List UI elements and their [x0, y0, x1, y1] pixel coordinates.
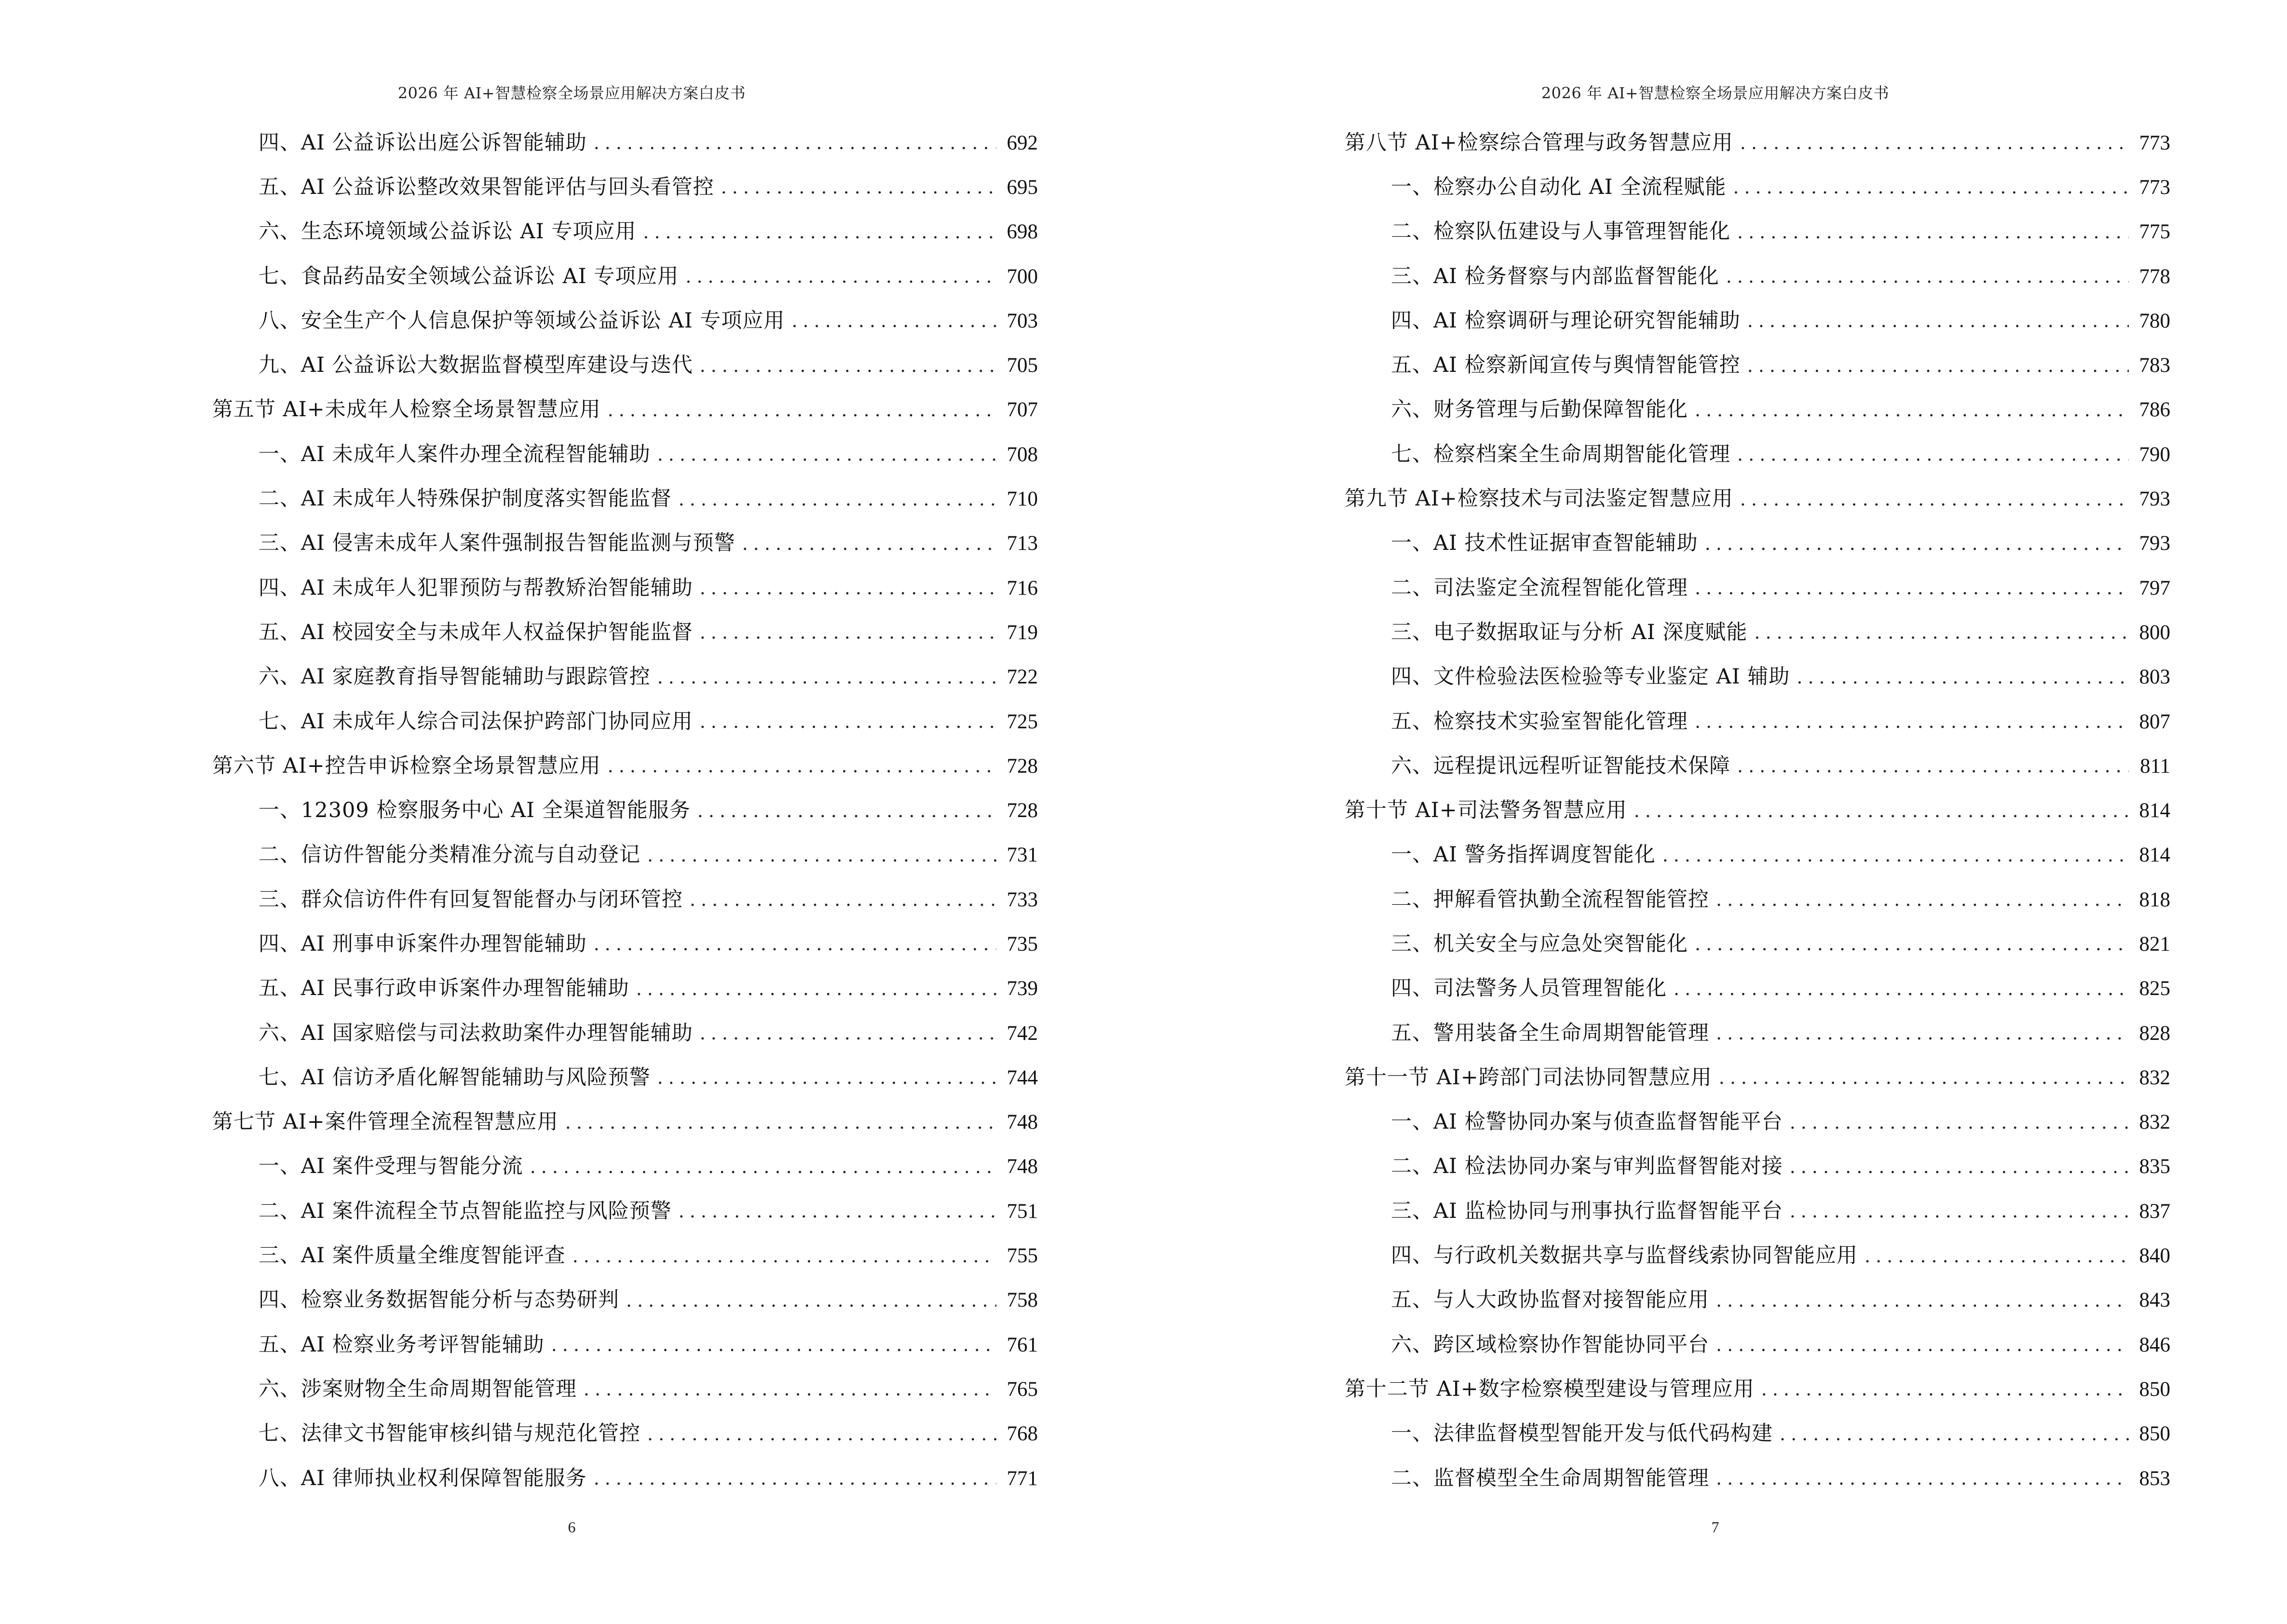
toc-subsection-entry[interactable] [1345, 254, 2170, 299]
toc-entry-page-number: 837 [2139, 1200, 2170, 1223]
toc-subsection-entry[interactable] [212, 299, 1038, 343]
toc-entry-title: 四、AI 检察调研与理论研究智能辅助 [1391, 308, 1741, 333]
toc-entry-title: 二、司法鉴定全流程智能化管理 [1391, 575, 1688, 600]
toc-entry-title: 一、AI 案件受理与智能分流 [259, 1154, 523, 1179]
toc-entry-title: 九、AI 公益诉讼大数据监督模型库建设与迭代 [259, 353, 693, 378]
dot-leader [657, 1068, 996, 1087]
dot-leader [608, 401, 996, 419]
toc-entry-page-number: 773 [2139, 176, 2170, 199]
toc-entry-page-number: 786 [2139, 398, 2170, 422]
dot-leader [1790, 1202, 2129, 1220]
dot-leader [657, 668, 996, 686]
toc-entry-page-number: 790 [2139, 443, 2170, 466]
toc-entry-page-number: 755 [1007, 1244, 1038, 1268]
toc-entry-title: 二、AI 案件流程全节点智能监控与风险预警 [259, 1199, 672, 1223]
dot-leader [742, 534, 996, 553]
toc-entry-title: 七、检察档案全生命周期智能化管理 [1391, 442, 1730, 466]
toc-entry-page-number: 744 [1007, 1066, 1038, 1089]
toc-subsection-entry[interactable] [1345, 655, 2170, 699]
toc-entry-page-number: 832 [2139, 1111, 2170, 1134]
running-header: 2026 年 AI+智慧检察全场景应用解决方案白皮书 [1541, 84, 1890, 102]
toc-entry-page-number: 692 [1007, 131, 1038, 154]
page-number: 7 [1711, 1518, 1719, 1536]
toc-entry-page-number: 771 [1007, 1467, 1038, 1490]
toc-entry-title: 七、法律文书智能审核纠错与规范化管控 [259, 1421, 640, 1446]
toc-entry-page-number: 748 [1007, 1111, 1038, 1134]
toc-entry-title: 五、AI 校园安全与未成年人权益保护智能监督 [259, 620, 693, 644]
toc-section-entry[interactable] [1345, 1367, 2170, 1411]
toc-subsection-entry[interactable] [1345, 1145, 2170, 1189]
toc-entry-page-number: 814 [2139, 799, 2170, 822]
toc-entry-title: 一、AI 技术性证据审查智能辅助 [1391, 531, 1698, 556]
toc-entry-title: 一、AI 未成年人案件办理全流程智能辅助 [259, 442, 651, 466]
toc-entry-page-number: 807 [2139, 710, 2170, 733]
toc-entry-title: 六、AI 家庭教育指导智能辅助与跟踪管控 [259, 665, 651, 689]
dot-leader [1695, 579, 2129, 597]
toc-entry-page-number: 814 [2139, 844, 2170, 867]
toc-entry-title: 二、监督模型全生命周期智能管理 [1391, 1466, 1709, 1490]
toc-entry-page-number: 748 [1007, 1155, 1038, 1178]
toc-subsection-entry[interactable] [212, 477, 1038, 521]
toc-entry-title: 五、警用装备全生命周期智能管理 [1391, 1021, 1709, 1045]
toc-entry-page-number: 800 [2139, 621, 2170, 644]
toc-subsection-entry[interactable] [212, 922, 1038, 966]
dot-leader [1716, 1469, 2129, 1488]
dot-leader [679, 1202, 996, 1220]
toc-entry-title: 六、财务管理与后勤保障智能化 [1391, 397, 1688, 422]
toc-subsection-entry[interactable] [1345, 343, 2170, 387]
toc-entry-title: 三、AI 案件质量全维度智能评查 [259, 1243, 566, 1268]
toc-entry-title: 第六节 AI+控告申诉检察全场景智慧应用 [212, 753, 601, 778]
dot-leader [1740, 134, 2129, 152]
toc-subsection-entry[interactable] [212, 655, 1038, 699]
toc-section-entry[interactable] [1345, 1055, 2170, 1100]
dot-leader [636, 980, 996, 998]
toc-entry-title: 三、群众信访件件有回复智能督办与闭环管控 [259, 887, 683, 912]
dot-leader [1761, 1380, 2129, 1398]
dot-leader [1737, 757, 2129, 775]
toc-list [212, 121, 1038, 1501]
toc-entry-page-number: 761 [1007, 1333, 1038, 1356]
toc-entry-page-number: 700 [1007, 265, 1038, 288]
dot-leader [1865, 1247, 2129, 1265]
toc-entry-title: 三、AI 侵害未成年人案件强制报告智能监测与预警 [259, 531, 735, 556]
toc-entry-page-number: 695 [1007, 176, 1038, 199]
toc-entry-page-number: 780 [2139, 309, 2170, 332]
toc-subsection-entry[interactable] [1345, 1278, 2170, 1323]
dot-leader [700, 1024, 996, 1042]
dot-leader [1726, 267, 2129, 286]
toc-entry-page-number: 778 [2139, 265, 2170, 288]
toc-entry-page-number: 835 [2139, 1155, 2170, 1178]
dot-leader [1716, 1291, 2129, 1310]
toc-entry-page-number: 708 [1007, 443, 1038, 466]
toc-entry-title: 七、食品药品安全领域公益诉讼 AI 专项应用 [259, 264, 679, 288]
dot-leader [1695, 712, 2129, 731]
toc-entry-page-number: 797 [2139, 576, 2170, 600]
toc-section-entry[interactable] [212, 1100, 1038, 1145]
toc-subsection-entry[interactable] [1345, 521, 2170, 566]
toc-entry-page-number: 735 [1007, 932, 1038, 955]
toc-entry-page-number: 773 [2139, 131, 2170, 154]
toc-subsection-entry[interactable] [1345, 1100, 2170, 1145]
dot-leader [685, 267, 996, 286]
dot-leader [1716, 890, 2129, 909]
toc-entry-title: 五、检察技术实验室智能化管理 [1391, 709, 1688, 734]
toc-subsection-entry[interactable] [212, 833, 1038, 877]
dot-leader [1719, 1068, 2129, 1087]
toc-subsection-entry[interactable] [212, 1412, 1038, 1456]
dot-leader [1790, 1158, 2129, 1176]
dot-leader [1662, 846, 2129, 864]
toc-subsection-entry[interactable] [1345, 967, 2170, 1011]
toc-subsection-entry[interactable] [212, 566, 1038, 610]
dot-leader [1790, 1113, 2129, 1132]
toc-entry-title: 三、AI 监检协同与刑事执行监督智能平台 [1391, 1199, 1783, 1223]
toc-entry-title: 二、检察队伍建设与人事管理智能化 [1391, 219, 1730, 244]
dot-leader [1747, 356, 2129, 375]
dot-leader [657, 445, 996, 464]
toc-subsection-entry[interactable] [212, 1145, 1038, 1189]
toc-entry-title: 五、AI 公益诉讼整改效果智能评估与回头看管控 [259, 175, 714, 199]
toc-subsection-entry[interactable] [212, 610, 1038, 655]
toc-section-entry[interactable] [212, 388, 1038, 432]
dot-leader [1634, 802, 2129, 820]
toc-subsection-entry[interactable] [1345, 833, 2170, 877]
toc-entry-page-number: 793 [2139, 532, 2170, 555]
toc-entry-title: 七、AI 未成年人综合司法保护跨部门协同应用 [259, 709, 693, 734]
toc-subsection-entry[interactable] [1345, 744, 2170, 788]
dot-leader [1754, 623, 2129, 641]
dot-leader [565, 1113, 996, 1132]
toc-entry-title: 三、机关安全与应急处突智能化 [1391, 931, 1688, 956]
toc-entry-page-number: 728 [1007, 754, 1038, 778]
dot-leader [1695, 935, 2129, 953]
toc-section-entry[interactable] [212, 744, 1038, 788]
toc-subsection-entry[interactable] [1345, 165, 2170, 209]
toc-subsection-entry[interactable] [212, 343, 1038, 387]
toc-list [1345, 121, 2170, 1501]
toc-entry-page-number: 821 [2139, 932, 2170, 955]
toc-subsection-entry[interactable] [1345, 1412, 2170, 1456]
toc-entry-title: 三、电子数据取证与分析 AI 深度赋能 [1391, 620, 1748, 644]
toc-entry-title: 一、AI 警务指挥调度智能化 [1391, 843, 1656, 867]
toc-subsection-entry[interactable] [1345, 299, 2170, 343]
toc-entry-title: 四、司法警务人员管理智能化 [1391, 976, 1667, 1001]
dot-leader [679, 490, 996, 508]
dot-leader [1695, 401, 2129, 419]
dot-leader [584, 1380, 996, 1398]
toc-entry-page-number: 739 [1007, 977, 1038, 1000]
dot-leader [1674, 980, 2129, 998]
toc-entry-title: 三、AI 检务督察与内部监督智能化 [1391, 264, 1719, 288]
dot-leader [700, 712, 996, 731]
dot-leader [626, 1291, 996, 1310]
toc-entry-page-number: 818 [2139, 888, 2170, 911]
toc-subsection-entry[interactable] [1345, 699, 2170, 744]
dot-leader [608, 757, 996, 775]
toc-entry-page-number: 775 [2139, 220, 2170, 244]
toc-entry-title: 第十二节 AI+数字检察模型建设与管理应用 [1345, 1377, 1755, 1401]
dot-leader [1797, 668, 2129, 686]
dot-leader [690, 890, 996, 909]
dot-leader [700, 356, 996, 375]
toc-entry-page-number: 832 [2139, 1066, 2170, 1089]
toc-entry-title: 第七节 AI+案件管理全流程智慧应用 [212, 1110, 558, 1134]
toc-entry-page-number: 765 [1007, 1378, 1038, 1401]
toc-section-entry[interactable] [1345, 788, 2170, 832]
toc-entry-page-number: 713 [1007, 532, 1038, 555]
toc-entry-page-number: 707 [1007, 398, 1038, 422]
toc-entry-title: 第八节 AI+检察综合管理与政务智慧应用 [1345, 130, 1733, 155]
dot-leader [647, 1425, 996, 1443]
toc-entry-title: 四、AI 刑事申诉案件办理智能辅助 [259, 931, 587, 956]
toc-subsection-entry[interactable] [212, 1367, 1038, 1411]
toc-subsection-entry[interactable] [212, 1189, 1038, 1233]
toc-entry-title: 第十一节 AI+跨部门司法协同智慧应用 [1345, 1065, 1712, 1090]
dot-leader [647, 846, 996, 864]
toc-entry-page-number: 853 [2139, 1467, 2170, 1490]
toc-subsection-entry[interactable] [1345, 432, 2170, 477]
toc-subsection-entry[interactable] [212, 1323, 1038, 1367]
running-header: 2026 年 AI+智慧检察全场景应用解决方案白皮书 [397, 84, 746, 102]
toc-entry-page-number: 705 [1007, 354, 1038, 377]
toc-subsection-entry[interactable] [212, 1055, 1038, 1100]
toc-entry-title: 六、跨区域检察协作智能协同平台 [1391, 1332, 1709, 1357]
toc-entry-page-number: 846 [2139, 1333, 2170, 1356]
toc-entry-page-number: 725 [1007, 710, 1038, 733]
dot-leader [1716, 1024, 2129, 1042]
toc-subsection-entry[interactable] [212, 877, 1038, 922]
toc-entry-title: 五、AI 检察新闻宣传与舆情智能管控 [1391, 353, 1741, 378]
toc-entry-title: 二、AI 未成年人特殊保护制度落实智能监督 [259, 487, 672, 511]
toc-entry-page-number: 825 [2139, 977, 2170, 1000]
toc-entry-title: 四、检察业务数据智能分析与态势研判 [259, 1288, 619, 1312]
toc-page-right [1144, 0, 2287, 1624]
dot-leader [700, 579, 996, 597]
dot-leader [721, 178, 996, 196]
toc-subsection-entry[interactable] [212, 1011, 1038, 1055]
toc-entry-page-number: 698 [1007, 220, 1038, 244]
toc-entry-page-number: 742 [1007, 1022, 1038, 1045]
toc-entry-page-number: 731 [1007, 844, 1038, 867]
toc-entry-title: 一、12309 检察服务中心 AI 全渠道智能服务 [259, 798, 691, 823]
toc-entry-page-number: 716 [1007, 576, 1038, 600]
toc-entry-title: 六、生态环境领域公益诉讼 AI 专项应用 [259, 219, 637, 244]
dot-leader [700, 623, 996, 641]
toc-entry-title: 五、与人大政协监督对接智能应用 [1391, 1288, 1709, 1312]
dot-leader [1737, 445, 2129, 464]
toc-entry-page-number: 843 [2139, 1289, 2170, 1312]
toc-section-entry[interactable] [1345, 477, 2170, 521]
dot-leader [791, 312, 996, 330]
toc-entry-title: 四、文件检验法医检验等专业鉴定 AI 辅助 [1391, 665, 1790, 689]
toc-subsection-entry[interactable] [212, 254, 1038, 299]
toc-entry-title: 四、AI 未成年人犯罪预防与帮教矫治智能辅助 [259, 575, 693, 600]
toc-subsection-entry[interactable] [212, 967, 1038, 1011]
toc-subsection-entry[interactable] [1345, 1189, 2170, 1233]
toc-entry-title: 二、信访件智能分类精准分流与自动登记 [259, 843, 640, 867]
dot-leader [594, 134, 996, 152]
dot-leader [1780, 1425, 2129, 1443]
toc-entry-page-number: 722 [1007, 666, 1038, 689]
dot-leader [572, 1247, 996, 1265]
toc-entry-title: 六、远程提讯远程听证智能技术保障 [1391, 753, 1730, 778]
page-number: 6 [568, 1518, 576, 1536]
toc-entry-title: 五、AI 检察业务考评智能辅助 [259, 1332, 545, 1357]
toc-entry-page-number: 803 [2139, 666, 2170, 689]
toc-subsection-entry[interactable] [212, 699, 1038, 744]
toc-entry-page-number: 768 [1007, 1422, 1038, 1446]
toc-subsection-entry[interactable] [1345, 610, 2170, 655]
dot-leader [1716, 1336, 2129, 1354]
toc-entry-page-number: 850 [2139, 1422, 2170, 1446]
dot-leader [1747, 312, 2129, 330]
toc-entry-title: 四、AI 公益诉讼出庭公诉智能辅助 [259, 130, 587, 155]
toc-subsection-entry[interactable] [1345, 210, 2170, 254]
toc-entry-title: 一、检察办公自动化 AI 全流程赋能 [1391, 175, 1727, 199]
toc-entry-page-number: 758 [1007, 1289, 1038, 1312]
toc-entry-title: 六、AI 国家赔偿与司法救助案件办理智能辅助 [259, 1021, 693, 1045]
toc-entry-page-number: 793 [2139, 488, 2170, 511]
dot-leader [530, 1158, 996, 1176]
toc-entry-page-number: 828 [2139, 1022, 2170, 1045]
toc-entry-page-number: 719 [1007, 621, 1038, 644]
toc-entry-title: 一、法律监督模型智能开发与低代码构建 [1391, 1421, 1773, 1446]
toc-entry-page-number: 751 [1007, 1200, 1038, 1223]
dot-leader [1740, 490, 2129, 508]
toc-entry-title: 八、AI 律师执业权利保障智能服务 [259, 1466, 587, 1490]
toc-subsection-entry[interactable] [212, 121, 1038, 165]
toc-entry-title: 第九节 AI+检察技术与司法鉴定智慧应用 [1345, 487, 1733, 511]
toc-subsection-entry[interactable] [1345, 877, 2170, 922]
toc-subsection-entry[interactable] [212, 432, 1038, 477]
toc-entry-page-number: 783 [2139, 354, 2170, 377]
dot-leader [697, 802, 996, 820]
toc-entry-page-number: 733 [1007, 888, 1038, 911]
toc-subsection-entry[interactable] [212, 165, 1038, 209]
toc-entry-title: 二、押解看管执勤全流程智能管控 [1391, 887, 1709, 912]
toc-entry-page-number: 850 [2139, 1378, 2170, 1401]
dot-leader [643, 223, 996, 241]
dot-leader [1705, 534, 2129, 553]
toc-subsection-entry[interactable] [212, 1456, 1038, 1501]
toc-subsection-entry[interactable] [1345, 388, 2170, 432]
toc-entry-title: 第五节 AI+未成年人检察全场景智慧应用 [212, 397, 601, 422]
dot-leader [551, 1336, 996, 1354]
toc-entry-title: 七、AI 信访矛盾化解智能辅助与风险预警 [259, 1065, 651, 1090]
dot-leader [594, 1469, 996, 1488]
toc-entry-title: 八、安全生产个人信息保护等领域公益诉讼 AI 专项应用 [259, 308, 785, 333]
toc-subsection-entry[interactable] [212, 1278, 1038, 1323]
toc-section-entry[interactable] [1345, 121, 2170, 165]
dot-leader [1737, 223, 2129, 241]
toc-entry-page-number: 728 [1007, 799, 1038, 822]
toc-entry-page-number: 840 [2139, 1244, 2170, 1268]
toc-entry-page-number: 710 [1007, 488, 1038, 511]
toc-subsection-entry[interactable] [1345, 566, 2170, 610]
toc-subsection-entry[interactable] [212, 521, 1038, 566]
toc-entry-title: 一、AI 检警协同办案与侦查监督智能平台 [1391, 1110, 1783, 1134]
toc-entry-title: 第十节 AI+司法警务智慧应用 [1345, 798, 1627, 823]
toc-subsection-entry[interactable] [1345, 1011, 2170, 1055]
toc-entry-title: 五、AI 民事行政申诉案件办理智能辅助 [259, 976, 629, 1001]
toc-subsection-entry[interactable] [212, 788, 1038, 832]
toc-subsection-entry[interactable] [1345, 1233, 2170, 1278]
toc-entry-page-number: 811 [2140, 754, 2170, 778]
toc-subsection-entry[interactable] [1345, 922, 2170, 966]
dot-leader [594, 935, 996, 953]
toc-subsection-entry[interactable] [212, 210, 1038, 254]
toc-subsection-entry[interactable] [1345, 1323, 2170, 1367]
toc-entry-title: 二、AI 检法协同办案与审判监督智能对接 [1391, 1154, 1783, 1179]
dot-leader [1733, 178, 2129, 196]
toc-entry-title: 六、涉案财物全生命周期智能管理 [259, 1377, 577, 1401]
toc-subsection-entry[interactable] [212, 1233, 1038, 1278]
toc-entry-title: 四、与行政机关数据共享与监督线索协同智能应用 [1391, 1243, 1858, 1268]
toc-subsection-entry[interactable] [1345, 1456, 2170, 1501]
toc-entry-page-number: 703 [1007, 309, 1038, 332]
